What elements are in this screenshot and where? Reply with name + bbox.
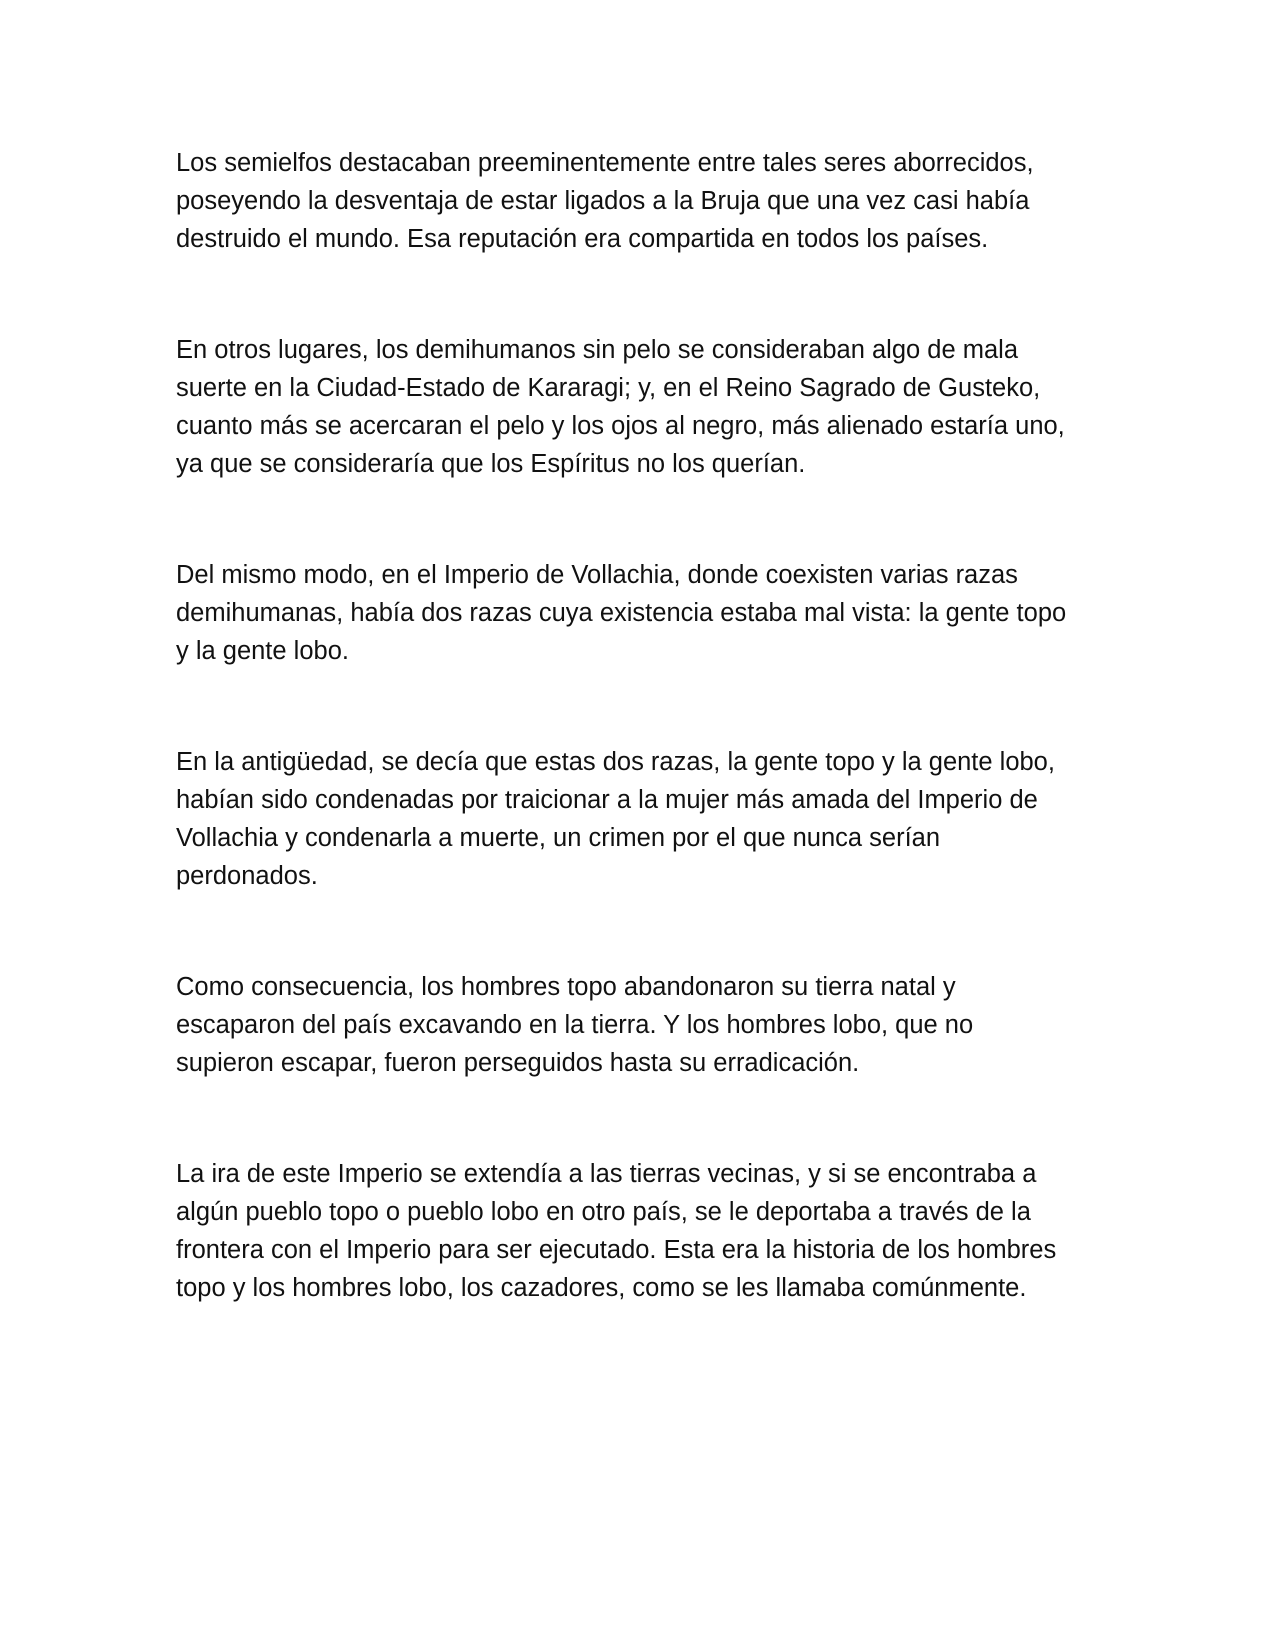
text-line: demihumanas, había dos razas cuya existencia estaba mal vista: la gente topo	[176, 599, 1067, 627]
document-body	[176, 144, 1106, 1307]
paragraph-6	[176, 1155, 1106, 1307]
text-line: Del mismo modo, en el Imperio de Vollachia, donde coexisten varias razas	[176, 561, 1018, 589]
paragraph-spacer	[176, 895, 1106, 968]
paragraph-1	[176, 144, 1106, 258]
text-line: habían sido condenadas por traicionar a la mujer más amada del Imperio de	[176, 786, 1038, 814]
text-line: perdonados.	[176, 862, 318, 890]
text-line: supieron escapar, fueron perseguidos hasta su erradicación.	[176, 1049, 860, 1077]
paragraph-2	[176, 331, 1106, 483]
text-line: La ira de este Imperio se extendía a las tierras vecinas, y si se encontraba a	[176, 1160, 1037, 1188]
text-line: cuanto más se acercaran el pelo y los ojos al negro, más alienado estaría uno,	[176, 412, 1065, 440]
text-line: ya que se consideraría que los Espíritus no los querían.	[176, 450, 806, 478]
text-line: poseyendo la desventaja de estar ligados a la Bruja que una vez casi había	[176, 187, 1030, 215]
paragraph-3	[176, 556, 1106, 670]
paragraph-spacer	[176, 483, 1106, 556]
text-line: frontera con el Imperio para ser ejecutado. Esta era la historia de los hombres	[176, 1236, 1057, 1264]
text-line: Los semielfos destacaban preeminentemente entre tales seres aborrecidos,	[176, 149, 1034, 177]
paragraph-spacer	[176, 258, 1106, 331]
paragraph-4	[176, 743, 1106, 895]
text-line: En la antigüedad, se decía que estas dos razas, la gente topo y la gente lobo,	[176, 748, 1055, 776]
text-line: Como consecuencia, los hombres topo abandonaron su tierra natal y	[176, 973, 956, 1001]
paragraph-spacer	[176, 1082, 1106, 1155]
text-line: escaparon del país excavando en la tierra. Y los hombres lobo, que no	[176, 1011, 974, 1039]
text-line: destruido el mundo. Esa reputación era compartida en todos los países.	[176, 225, 989, 253]
text-line: suerte en la Ciudad-Estado de Kararagi; y, en el Reino Sagrado de Gusteko,	[176, 374, 1041, 402]
paragraph-spacer	[176, 670, 1106, 743]
text-line: topo y los hombres lobo, los cazadores, como se les llamaba comúnmente.	[176, 1274, 1027, 1302]
text-line: algún pueblo topo o pueblo lobo en otro país, se le deportaba a través de la	[176, 1198, 1031, 1226]
text-line: y la gente lobo.	[176, 637, 349, 665]
paragraph-5	[176, 968, 1106, 1082]
text-line: Vollachia y condenarla a muerte, un crimen por el que nunca serían	[176, 824, 941, 852]
text-line: En otros lugares, los demihumanos sin pelo se consideraban algo de mala	[176, 336, 1018, 364]
